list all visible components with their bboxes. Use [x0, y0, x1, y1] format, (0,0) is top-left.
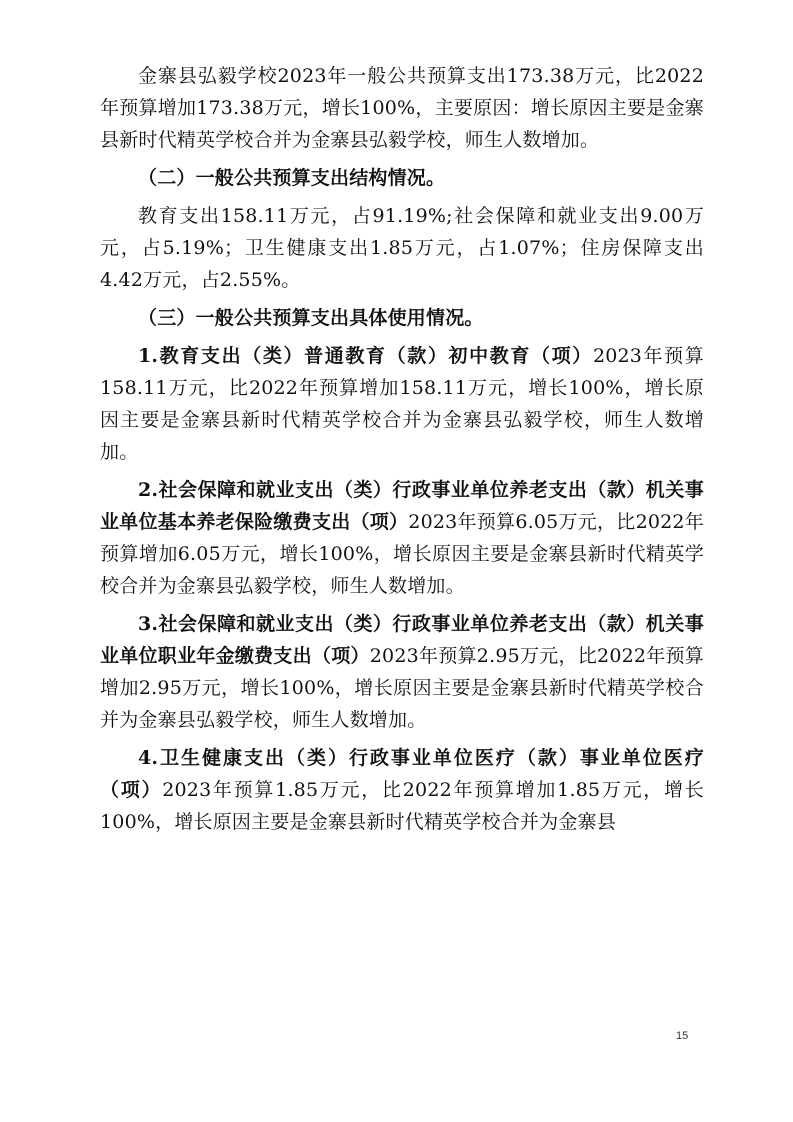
paragraph-text: 教育支出158.11万元，占91.19%;社会保障和就业支出9.00万元，占5.19%；卫生健康支出1.85万元，占1.07%；住房保障支出4.42万元，占2.55%。 [100, 205, 704, 291]
paragraph-item-1-education [100, 340, 704, 468]
heading-text: （二）一般公共预算支出结构情况。 [138, 167, 446, 189]
item-title: 4.卫生健康支出（类）行政事业单位医疗（款）事业单位医疗（项） [100, 747, 704, 801]
page-number: 15 [676, 1030, 689, 1042]
section-heading-specific-use [100, 302, 704, 334]
item-text: 2023年预算2.95万元，比2022年预算增加2.95万元，增长100%，增长原因主要是金寨县新时代精英学校合并为金寨县弘毅学校，师生人数增加。 [100, 645, 704, 731]
heading-text: （三）一般公共预算支出具体使用情况。 [138, 307, 484, 329]
item-text: 2023年预算6.05万元，比2022年预算增加6.05万元，增长100%，增长原因主要是金寨县新时代精英学校合并为金寨县弘毅学校，师生人数增加。 [100, 511, 704, 597]
item-title: 2.社会保障和就业支出（类）行政事业单位养老支出（款）机关事业单位基本养老保险缴费支出（项） [100, 479, 704, 533]
document-body [100, 60, 704, 838]
paragraph-item-2-pension-insurance [100, 474, 704, 602]
paragraph-expenditure-structure [100, 200, 704, 296]
paragraph-item-3-occupational-annuity [100, 608, 704, 736]
paragraph-text: 金寨县弘毅学校2023年一般公共预算支出173.38万元，比2022年预算增加173.38万元，增长100%，主要原因：增长原因主要是金寨县新时代精英学校合并为金寨县弘毅学校，师生人数增加。 [100, 65, 704, 151]
item-text: 2023年预算1.85万元，比2022年预算增加1.85万元，增长100%，增长原因主要是金寨县新时代精英学校合并为金寨县 [100, 779, 704, 833]
paragraph-item-4-health [100, 742, 704, 838]
item-text: 2023年预算158.11万元，比2022年预算增加158.11万元，增长100%，增长原因主要是金寨县新时代精英学校合并为金寨县弘毅学校，师生人数增加。 [100, 345, 704, 463]
section-heading-structure [100, 162, 704, 194]
item-title: 3.社会保障和就业支出（类）行政事业单位养老支出（款）机关事业单位职业年金缴费支出（项） [100, 613, 704, 667]
item-title: 1.教育支出（类）普通教育（款）初中教育（项） [138, 345, 593, 367]
paragraph-budget-summary [100, 60, 704, 156]
